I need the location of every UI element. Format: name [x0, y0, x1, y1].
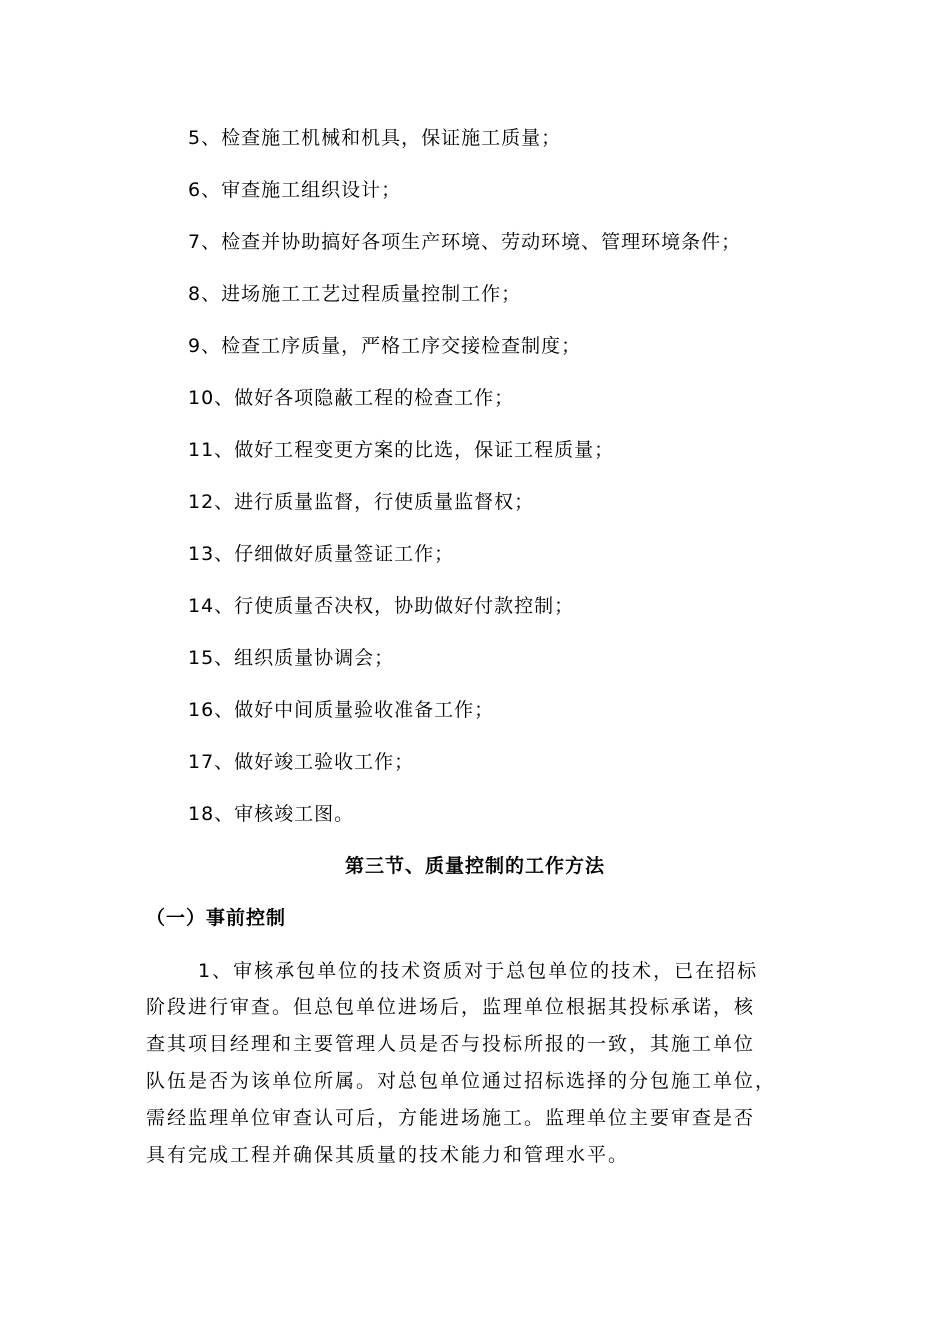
list-item: 17、做好竣工验收工作；: [188, 751, 415, 773]
paragraph-line: 1、审核承包单位的技术资质对于总包单位的技术，已在招标: [198, 960, 759, 982]
list-item: 9、检查工序质量，严格工序交接检查制度；: [188, 335, 582, 357]
list-item: 10、做好各项隐蔽工程的检查工作；: [188, 387, 515, 409]
paragraph-line: 具有完成工程并确保其质量的技术能力和管理水平。: [146, 1144, 630, 1166]
list-item: 5、检查施工机械和机具，保证施工质量；: [188, 127, 562, 149]
paragraph-line: 队伍是否为该单位所属。对总包单位通过招标选择的分包施工单位，: [146, 1070, 777, 1092]
section-title: 第三节、质量控制的工作方法: [344, 855, 605, 877]
subsection-title: （一）事前控制: [146, 907, 287, 929]
list-item: 16、做好中间质量验收准备工作；: [188, 699, 495, 721]
list-item: 14、行使质量否决权，协助做好付款控制；: [188, 595, 575, 617]
list-item: 6、审查施工组织设计；: [188, 179, 402, 201]
paragraph-line: 查其项目经理和主要管理人员是否与投标所报的一致，其施工单位: [146, 1033, 756, 1055]
list-item: 7、检查并协助搞好各项生产环境、劳动环境、管理环境条件；: [188, 231, 742, 253]
list-item: 18、审核竣工图。: [188, 803, 355, 825]
paragraph-line: 需经监理单位审查认可后，方能进场施工。监理单位主要审查是否: [146, 1107, 756, 1129]
list-item: 13、仔细做好质量签证工作；: [188, 543, 455, 565]
list-item: 11、做好工程变更方案的比选，保证工程质量；: [188, 439, 615, 461]
list-item: 15、组织质量协调会；: [188, 647, 395, 669]
list-item: 8、进场施工工艺过程质量控制工作；: [188, 283, 522, 305]
paragraph-line: 阶段进行审查。但总包单位进场后，监理单位根据其投标承诺，核: [146, 996, 756, 1018]
list-item: 12、进行质量监督，行使质量监督权；: [188, 491, 535, 513]
